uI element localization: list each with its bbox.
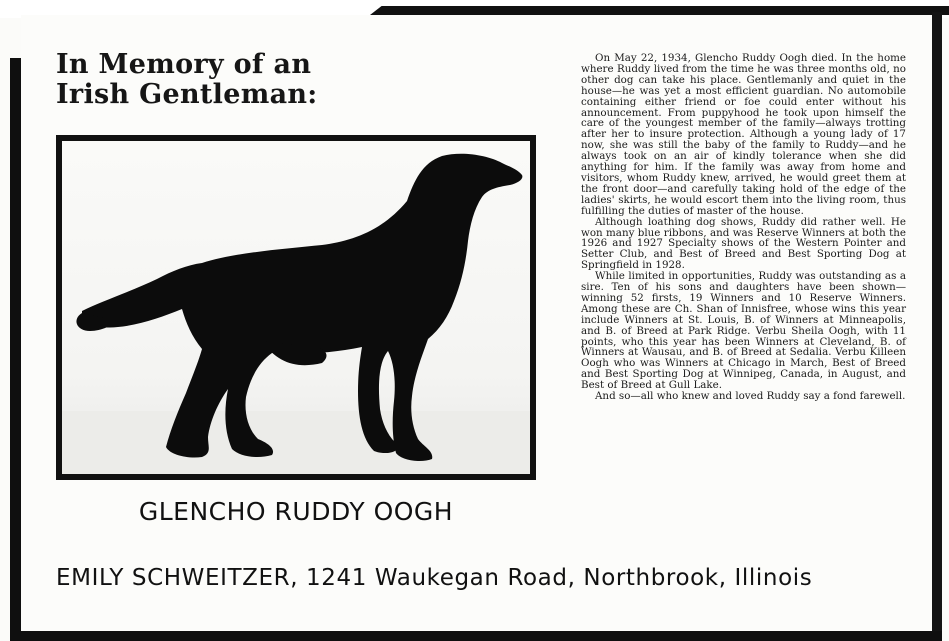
headline-line-2: Irish Gentleman: (56, 79, 318, 110)
page-edge-right (932, 12, 942, 637)
memorial-headline (56, 50, 376, 110)
article-paragraph: While limited in opportunities, Ruddy was outstanding as a sire. Ten of his sons and daughters have been shown—winning 52 firsts, 19 Winners and 10 Reserve Winners. Among these are Ch. Shan of Innisfree, whose wins this year include Winners at St. Louis, B. of Winners at Minneapolis, and B. of Breed at Park Ridge. Verbu Sheila Oogh, with 11 points, who this year has been Winners at Cleveland, B. of Winners at Wausau, and B. of Breed at Sedalia. Verbu Killeen Oogh who was Winners at Chicago in March, Best of Breed and Best Sporting Dog at Winnipeg, Canada, in August, and Best of Breed at Gull Lake. (581, 270, 906, 392)
page-edge-top (370, 6, 949, 15)
article-paragraph: Although loathing dog shows, Ruddy did rather well. He won many blue ribbons, and was Reserve Winners at both the 1926 and 1927 Specialty shows of the Western Pointer and Setter Club, and Best of Breed and Best Sporting Dog at Springfield in 1928. (581, 215, 906, 272)
dog-silhouette-icon (62, 141, 530, 474)
headline-line-1: In Memory of an (56, 49, 312, 80)
dog-photo (62, 141, 530, 474)
memorial-article (581, 53, 906, 402)
dog-photo-frame (56, 135, 536, 480)
owner-address-footer: EMILY SCHWEITZER, 1241 Waukegan Road, Northbrook, Illinois (56, 565, 813, 591)
article-paragraph: On May 22, 1934, Glencho Ruddy Oogh died. In the home where Ruddy lived from the time he was three months old, no other dog can take his place. Gentlemanly and quiet in the house—he was yet a most efficient guardian. No automobile containing either friend or foe could enter without his announcement. From puppyhood he took upon himself the care of the youngest member of the family—always trotting after her to insure protection. Although a young lady of 17 now, she was still the baby of the family to Ruddy—and he always took on an air of kindly tolerance when she did anything for him. If the family was away from home and visitors, whom Ruddy knew, arrived, he would greet them at the front door—and carefully taking hold of the edge of the ladies' skirts, he would escort them into the living room, thus fulfilling the duties of master of the house. (581, 52, 906, 217)
page-edge-left (10, 58, 21, 641)
dog-name-caption: GLENCHO RUDDY OOGH (138, 497, 454, 526)
page-edge-bottom (10, 631, 942, 641)
article-paragraph: And so—all who knew and loved Ruddy say a fond farewell. (595, 390, 906, 403)
